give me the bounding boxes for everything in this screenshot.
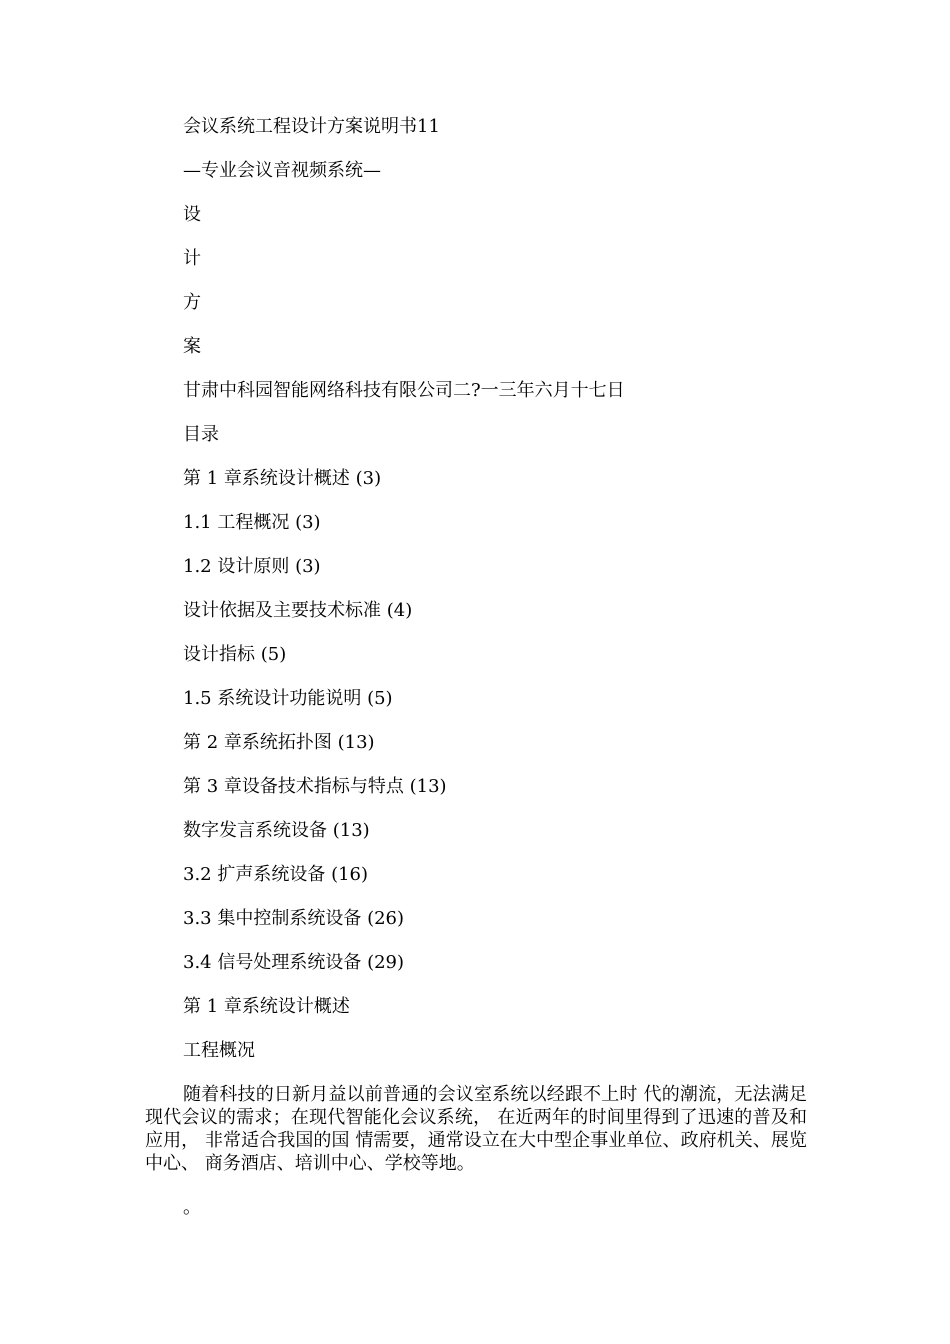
section-heading: 工程概况	[183, 1040, 255, 1061]
toc-entry: 1.5 系统设计功能说明 (5)	[183, 688, 393, 709]
toc-entry: 1.1 工程概况 (3)	[183, 512, 321, 533]
toc-entry: 设计指标 (5)	[183, 644, 287, 665]
toc-entry: 第 2 章系统拓扑图 (13)	[183, 732, 375, 753]
trailing-mark: 。	[183, 1197, 201, 1218]
toc-entry: 3.3 集中控制系统设备 (26)	[183, 908, 405, 929]
toc-heading: 目录	[183, 424, 219, 445]
toc-entry: 3.4 信号处理系统设备 (29)	[183, 952, 405, 973]
company-date: 甘肃中科园智能网络科技有限公司二?一三年六月十七日	[183, 380, 625, 401]
vertical-title-char: 设	[183, 204, 201, 225]
toc-entry: 1.2 设计原则 (3)	[183, 556, 321, 577]
document-subtitle: —专业会议音视频系统—	[183, 160, 381, 181]
vertical-title-char: 案	[183, 336, 201, 357]
vertical-title-char: 方	[183, 292, 201, 313]
toc-entry: 设计依据及主要技术标准 (4)	[183, 600, 413, 621]
toc-entry: 3.2 扩声系统设备 (16)	[183, 864, 369, 885]
vertical-title-char: 计	[183, 248, 201, 269]
toc-entry: 第 1 章系统设计概述 (3)	[183, 468, 382, 489]
toc-entry: 第 3 章设备技术指标与特点 (13)	[183, 776, 447, 797]
body-paragraph: 随着科技的日新月益以前普通的会议室系统以经跟不上时 代的潮流，无法满足现代会议的需求；在现代智能化会议系统， 在近两年的时间里得到了迅速的普及和应用， 非常适合我国的国 情需要，通常设立在大中型企事业单位、政府机关、展览中心、 商务酒店、培训中心、学校等地。	[145, 1084, 807, 1174]
toc-entry: 数字发言系统设备 (13)	[183, 820, 370, 841]
chapter-heading: 第 1 章系统设计概述	[183, 996, 350, 1017]
document-title: 会议系统工程设计方案说明书11	[183, 116, 440, 137]
